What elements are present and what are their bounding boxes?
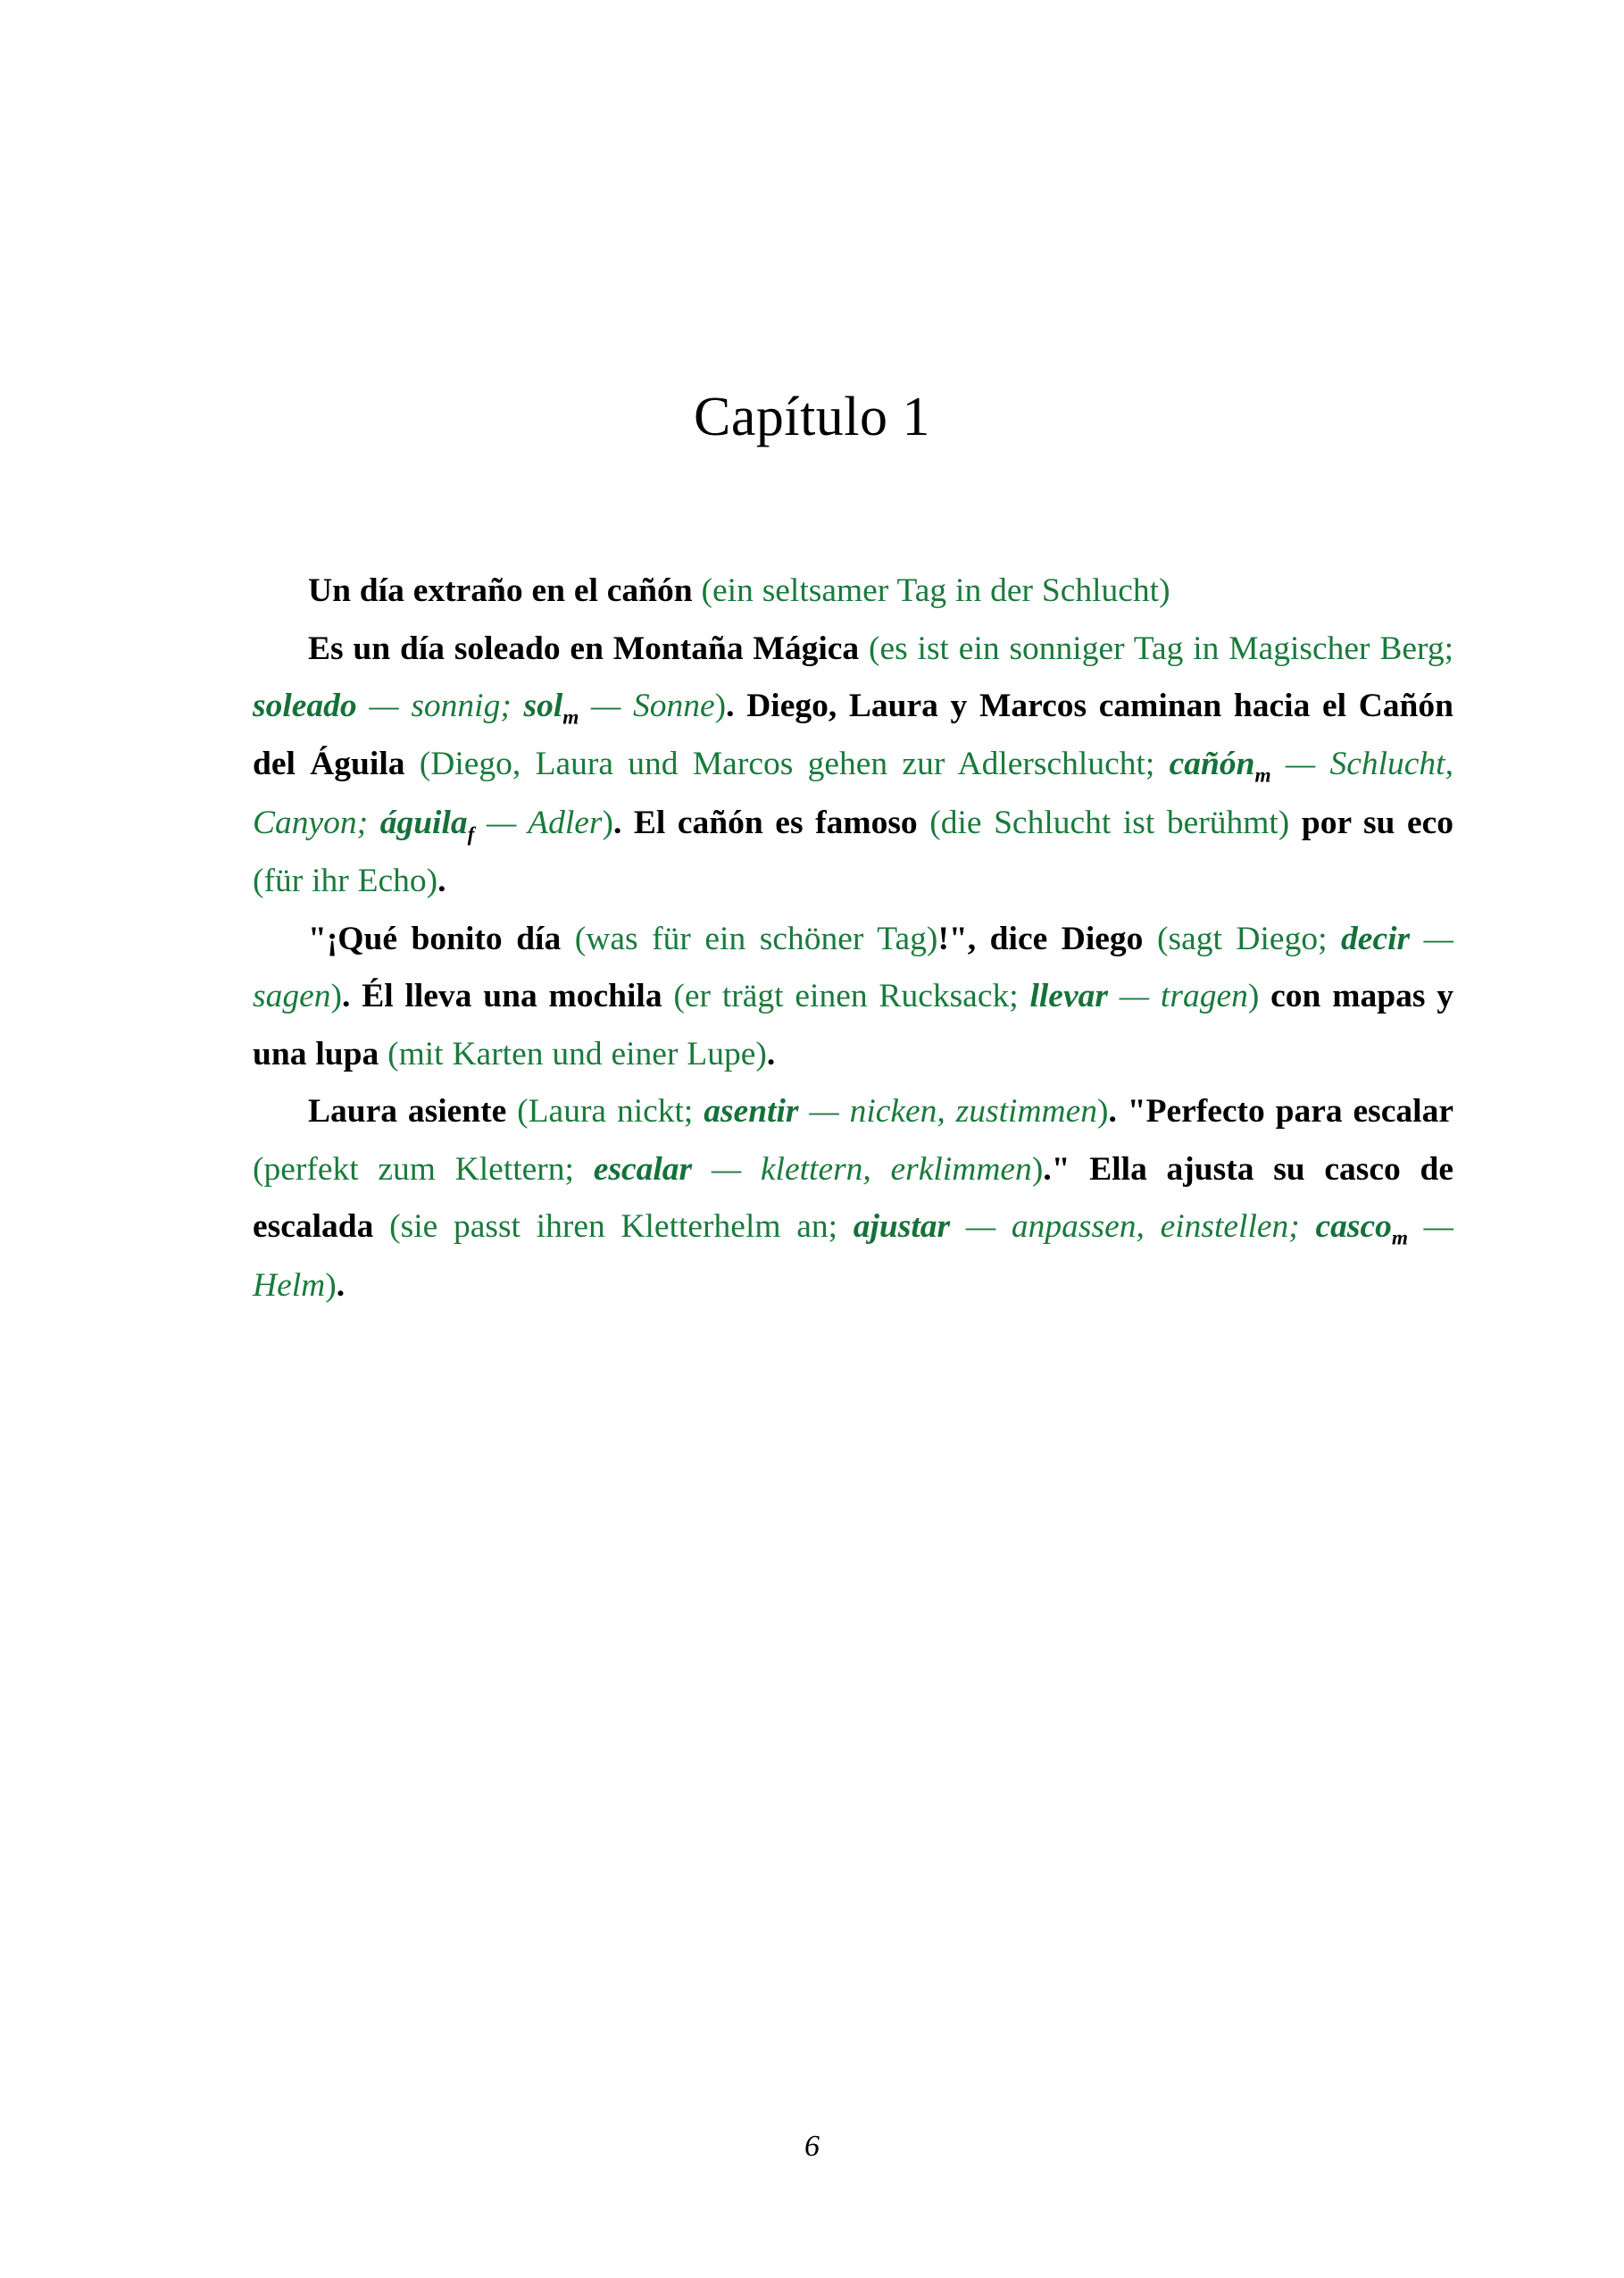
spanish-text: Es un día soleado en Montaña Mágica	[308, 630, 860, 667]
german-gloss: (sie passt ihren Kletterhelm an;	[373, 1208, 854, 1246]
spanish-text: "¡Qué bonito día	[308, 920, 562, 957]
german-gloss: (Laura nickt;	[506, 1093, 704, 1131]
lemma-word: águila	[379, 804, 468, 841]
spanish-text: por su eco	[1301, 804, 1454, 841]
german-gloss: )	[325, 1266, 337, 1304]
german-gloss: )	[1031, 1150, 1044, 1188]
gender-marker: m	[1391, 1226, 1408, 1250]
lemma-word: ajustar	[853, 1208, 951, 1246]
german-gloss: )	[1097, 1093, 1109, 1131]
gender-marker: m	[562, 705, 579, 730]
spanish-text: . Él lleva una mochila	[342, 978, 662, 1015]
spanish-text: Laura asiente	[308, 1093, 507, 1131]
spanish-text: . El cañón es famoso	[613, 804, 918, 841]
gloss-translation: — nicken, zustimmen	[798, 1093, 1098, 1131]
german-gloss: (die Schlucht ist berühmt)	[917, 804, 1302, 841]
lemma-word: cañón	[1169, 746, 1255, 783]
spanish-text: .	[437, 863, 446, 900]
german-gloss: (was für ein schöner Tag)	[561, 920, 938, 957]
paragraph	[253, 911, 1453, 1084]
spanish-text: . Diego, Laura y Marcos caminan hacia el Cañón del Águila	[253, 688, 1453, 783]
paragraph	[253, 621, 1453, 911]
gloss-translation: — Helm	[253, 1208, 1454, 1304]
gloss-translation: — Schlucht, Canyon;	[253, 746, 1453, 841]
spanish-text: .	[336, 1266, 346, 1304]
gender-marker: m	[1254, 764, 1271, 788]
gloss-translation: — Sonne	[579, 688, 715, 724]
paragraph	[253, 563, 1453, 621]
spanish-text: Un día extraño en el cañón	[308, 572, 693, 609]
gloss-translation: — klettern, erklimmen	[692, 1150, 1032, 1188]
lemma-word: decir	[1341, 920, 1411, 957]
gloss-translation: — sonnig;	[356, 688, 524, 724]
spanish-text: . "Perfecto para escalar	[1108, 1093, 1453, 1131]
gloss-translation: — sagen	[253, 920, 1454, 1015]
page-number: 6	[804, 2130, 820, 2163]
german-gloss: (sagt Diego;	[1143, 920, 1342, 957]
lemma-word: llevar	[1029, 978, 1108, 1015]
lemma-word: asentir	[704, 1093, 799, 1131]
lemma-word: escalar	[593, 1150, 693, 1188]
spanish-text: !", dice Diego	[937, 920, 1144, 957]
german-gloss: (perfekt zum Klettern;	[253, 1150, 594, 1188]
spanish-text: ." Ella ajusta su casco de escalada	[253, 1150, 1453, 1246]
gloss-translation: — anpassen, einstellen;	[950, 1208, 1316, 1246]
lemma-word: casco	[1315, 1208, 1392, 1246]
gloss-translation: — Adler	[474, 804, 603, 841]
lemma-word: soleado	[253, 688, 357, 724]
german-gloss: (mit Karten und einer Lupe)	[379, 1035, 767, 1072]
page-title: Capítulo 1	[693, 386, 931, 447]
paragraph	[253, 1083, 1453, 1314]
gender-marker: f	[467, 822, 475, 847]
german-gloss: )	[330, 978, 342, 1015]
spanish-text: .	[766, 1035, 776, 1072]
german-gloss: (es ist ein sonniger Tag in Magischer Berg;	[859, 630, 1454, 667]
german-gloss: (für ihr Echo)	[253, 863, 438, 900]
spanish-text: con mapas y una lupa	[253, 978, 1453, 1072]
german-gloss: )	[602, 804, 613, 841]
gloss-translation: — tragen	[1107, 978, 1248, 1015]
page-body	[253, 563, 1453, 1314]
german-gloss: )	[1247, 978, 1271, 1015]
german-gloss: (ein seltsamer Tag in der Schlucht)	[692, 572, 1170, 609]
german-gloss: (er trägt einen Rucksack;	[662, 978, 1030, 1015]
german-gloss: (Diego, Laura und Marcos gehen zur Adlerschlucht;	[404, 746, 1170, 783]
lemma-word: sol	[523, 688, 563, 724]
german-gloss: )	[714, 688, 727, 724]
